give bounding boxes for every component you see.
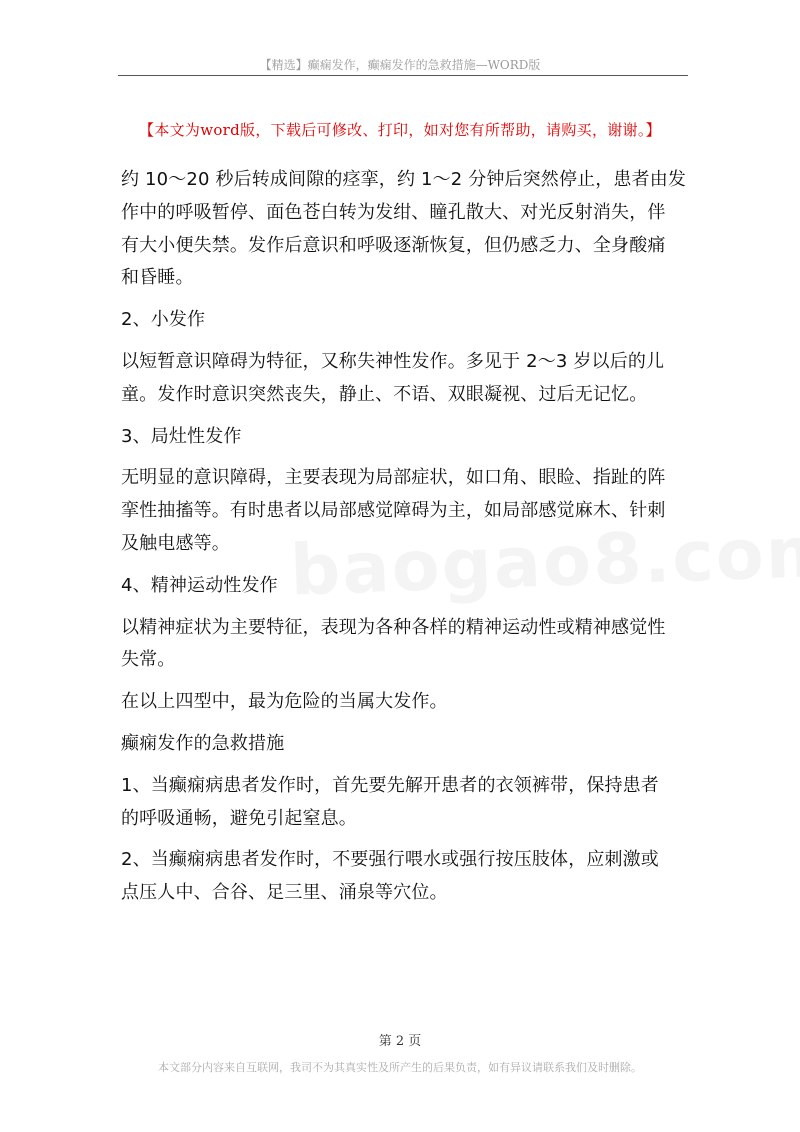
- text-line: 及触电感等。: [121, 532, 230, 554]
- text-line: 2、当癫痫病患者发作时，不要强行喂水或强行按压肢体，应刺激或: [121, 849, 659, 871]
- paragraph: [121, 164, 696, 295]
- text-line: 挛性抽搐等。有时患者以局部感觉障碍为主，如局部感觉麻木、针刺: [121, 500, 666, 522]
- paragraph: [121, 346, 696, 412]
- section-heading: [121, 570, 696, 603]
- header-divider: [118, 75, 688, 76]
- section-heading: [121, 728, 696, 761]
- text-line: 有大小便失禁。发作后意识和呼吸逐渐恢复，但仍感乏力、全身酸痛: [121, 234, 666, 256]
- text-line: 无明显的意识障碍，主要表现为局部症状，如口角、眼睑、指趾的阵: [121, 467, 666, 489]
- page-header: 【精选】癫痫发作，癫痫发作的急救措施—WORD版: [259, 58, 541, 72]
- page-number: 第 2 页: [378, 1034, 422, 1049]
- text-line: 以精神症状为主要特征，表现为各种各样的精神运动性或精神感觉性: [121, 616, 666, 638]
- text-line: 作中的呼吸暂停、面色苍白转为发绀、瞳孔散大、对光反射消失，伴: [121, 201, 666, 223]
- text-line: 4、精神运动性发作: [121, 574, 278, 596]
- text-line: 失常。: [121, 649, 176, 671]
- section-heading: [121, 421, 696, 454]
- text-line: 的呼吸通畅，避免引起窒息。: [121, 807, 357, 829]
- text-line: 以短暂意识障碍为特征，又称失神性发作。多见于 2～3 岁以后的儿: [121, 350, 665, 372]
- paragraph: [121, 844, 696, 910]
- text-line: 和昏睡。: [121, 267, 194, 289]
- paragraph: [121, 612, 696, 678]
- text-line: 童。发作时意识突然丧失，静止、不语、双眼凝视、过后无记忆。: [121, 383, 648, 405]
- download-notice: 【本文为word版，下载后可修改、打印，如对您有所帮助，请购买，谢谢。】: [139, 121, 661, 139]
- text-line: 3、局灶性发作: [121, 425, 242, 447]
- document-body: [121, 164, 696, 910]
- text-line: 点压人中、合谷、足三里、涌泉等穴位。: [121, 882, 448, 904]
- text-line: 约 10～20 秒后转成间隙的痉挛，约 1～2 分钟后突然停止，患者由发: [121, 169, 686, 190]
- text-line: 1、当癫痫病患者发作时，首先要先解开患者的衣领裤带，保持患者: [121, 774, 659, 796]
- section-heading: [121, 304, 696, 337]
- paragraph: [121, 462, 696, 560]
- text-line: 在以上四型中，最为危险的当属大发作。: [121, 691, 448, 713]
- text-line: 癫痫发作的急救措施: [121, 732, 285, 754]
- text-line: 2、小发作: [121, 309, 206, 331]
- paragraph: [121, 686, 696, 719]
- page-footer: 本文部分内容来自互联网，我司不为其真实性及所产生的后果负责，如有异议请联系我们及时删除。: [158, 1061, 642, 1074]
- paragraph: [121, 770, 696, 836]
